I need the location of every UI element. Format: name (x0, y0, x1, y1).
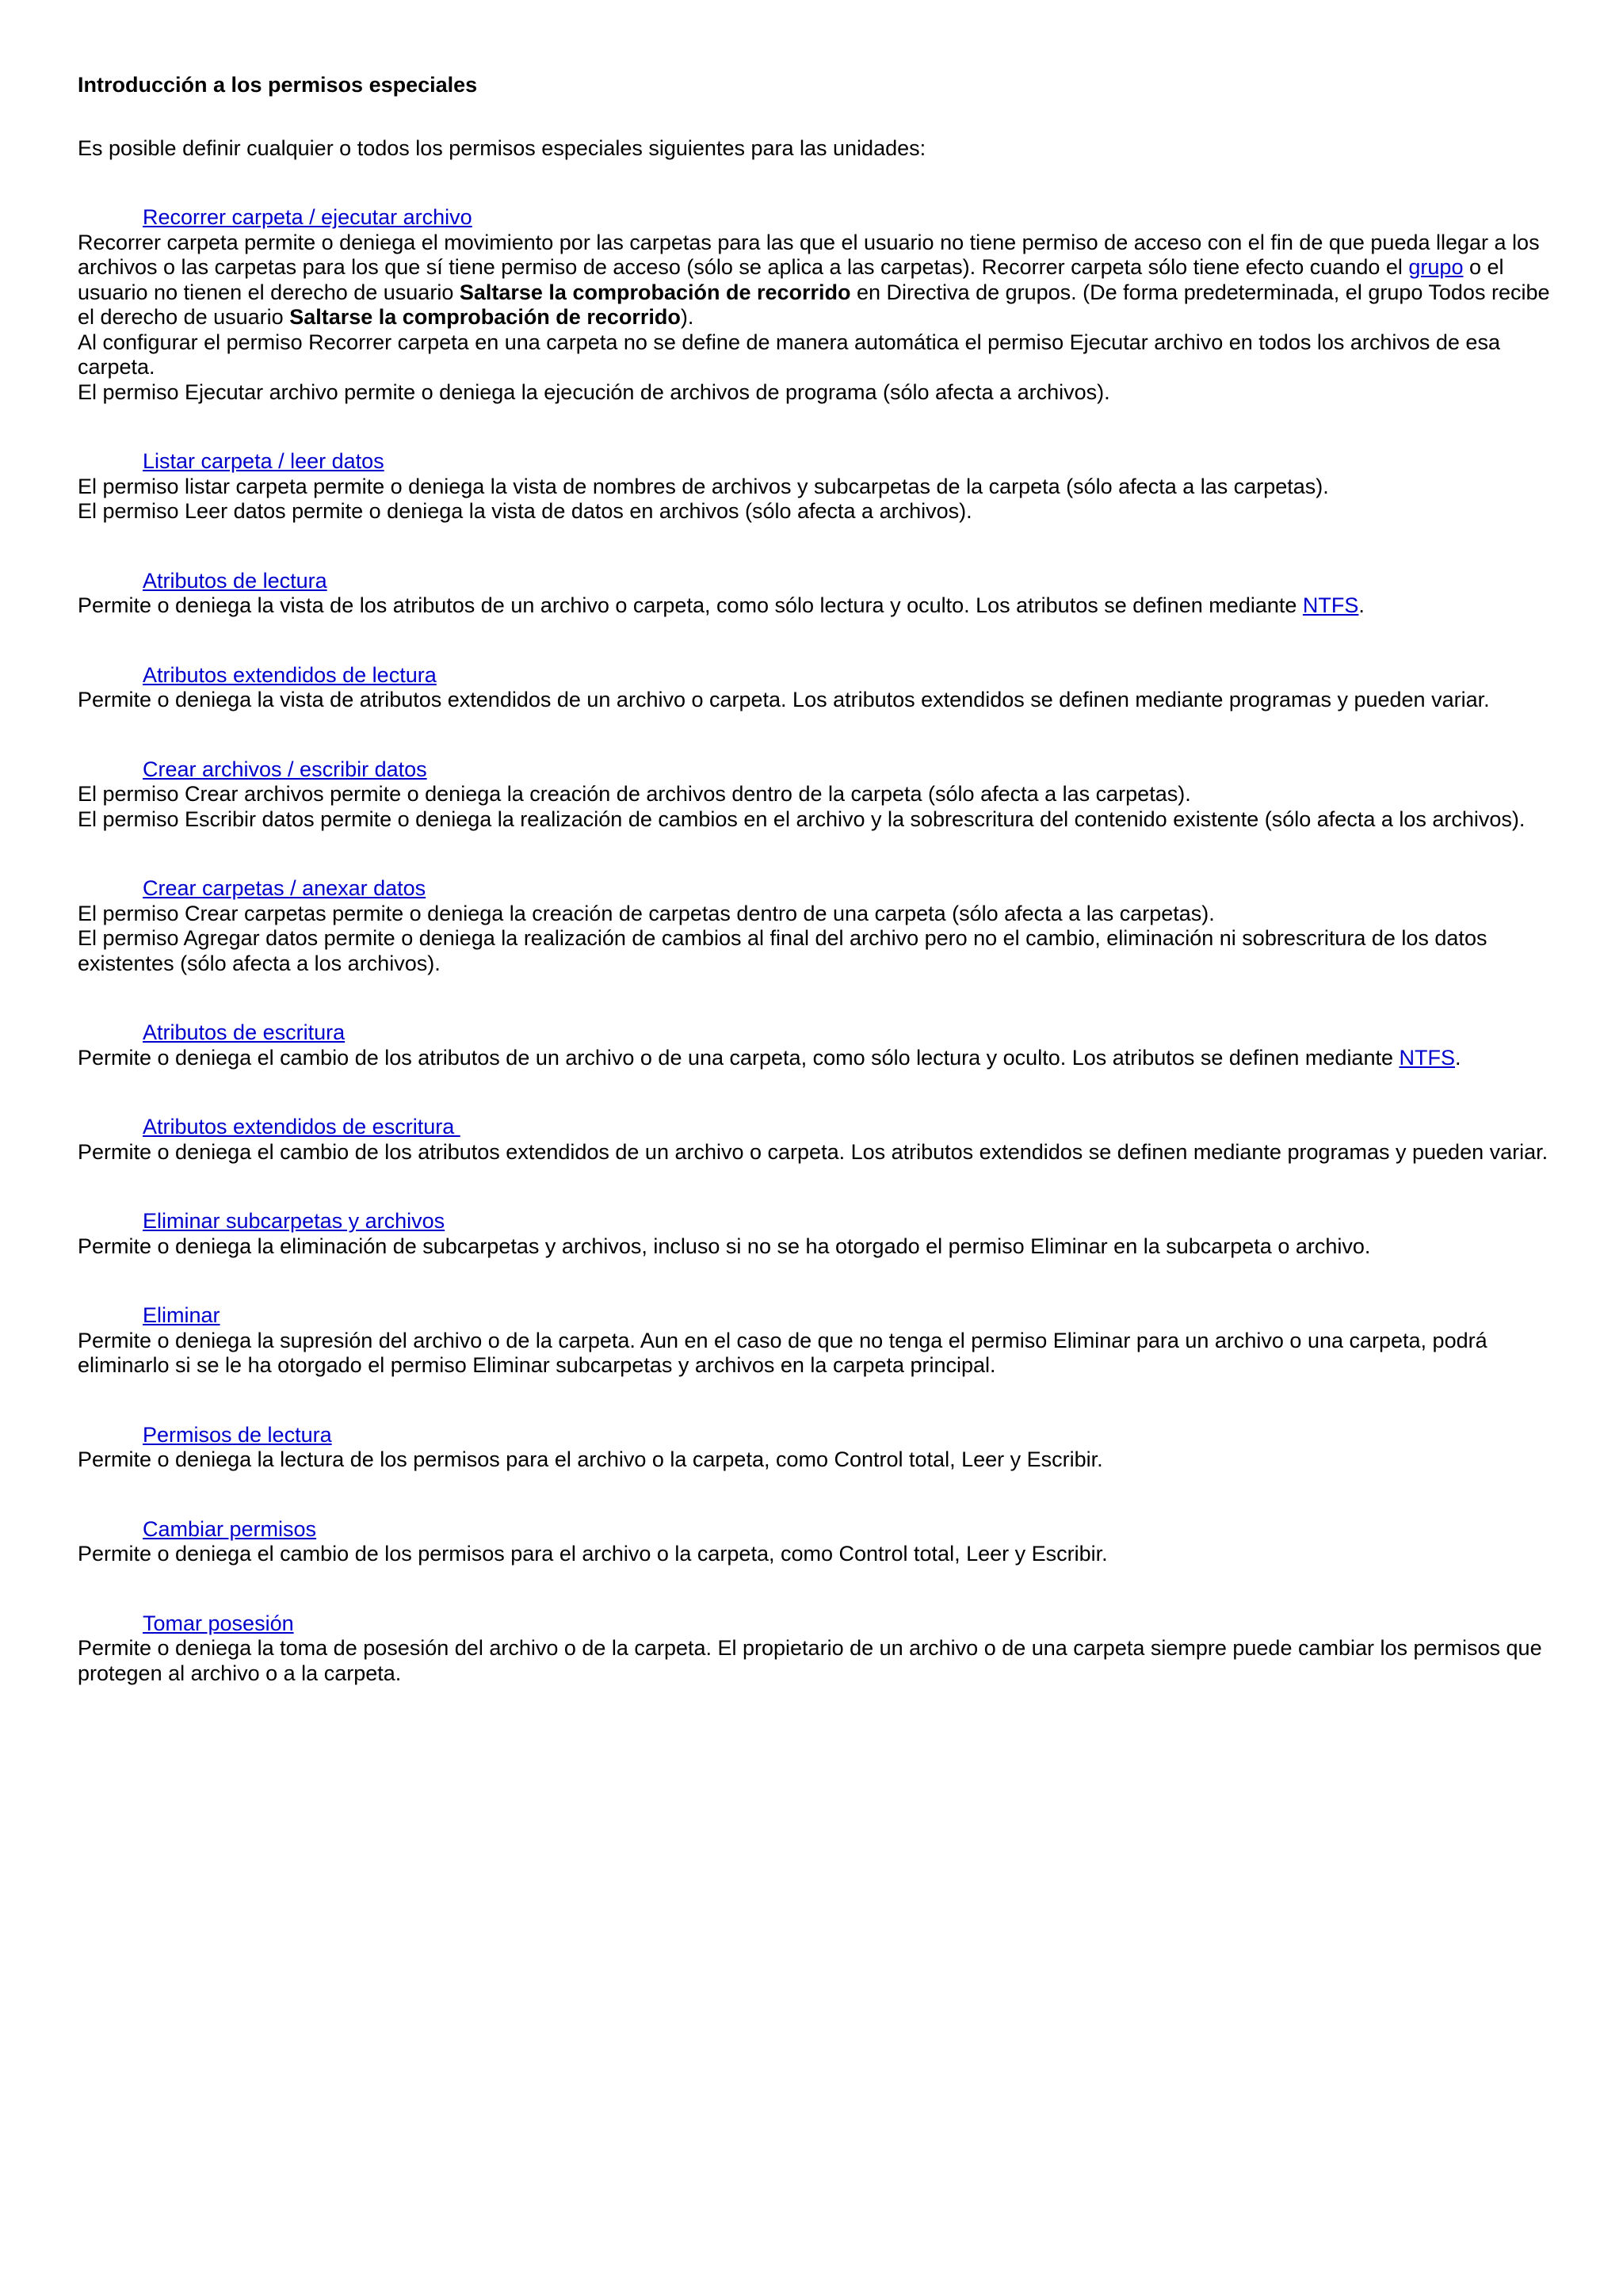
link-tomar-posesion[interactable]: Tomar posesión (143, 1611, 294, 1635)
section-paragraph: El permiso Ejecutar archivo permite o deniega la ejecución de archivos de programa (sólo afecta a archivos). (78, 379, 1110, 404)
section-paragraph: Permite o deniega la eliminación de subcarpetas y archivos, incluso si no se ha otorgado el permiso Eliminar en la subcarpeta o archivo. (78, 1234, 1371, 1258)
section-paragraph: Al configurar el permiso Recorrer carpeta en una carpeta no se define de manera automática el permiso Ejecutar archivo en todos los archivos de esa carpeta. (78, 330, 1500, 379)
section-paragraph: El permiso Escribir datos permite o deniega la realización de cambios en el archivo y la sobrescritura del contenido existente (sólo afecta a los archivos). (78, 807, 1526, 831)
section-eliminar-subcarpetas (78, 1209, 1552, 1259)
link-recorrer-carpeta[interactable]: Recorrer carpeta / ejecutar archivo (143, 205, 472, 229)
section-recorrer-carpeta (78, 205, 1552, 405)
link-permisos-lectura[interactable]: Permisos de lectura (143, 1422, 332, 1447)
section-cambiar-permisos (78, 1517, 1552, 1567)
section-paragraph: El permiso Crear archivos permite o deniega la creación de archivos dentro de la carpeta (sólo afecta a las carpetas). (78, 782, 1191, 806)
link-atributos-escritura[interactable]: Atributos de escritura (143, 1020, 346, 1044)
link-eliminar[interactable]: Eliminar (143, 1303, 220, 1327)
link-ntfs[interactable]: NTFS (1399, 1045, 1455, 1070)
page-title: Introducción a los permisos especiales (78, 73, 478, 97)
section-crear-archivos (78, 757, 1552, 833)
bold-term: Saltarse la comprobación de recorrido (459, 280, 851, 304)
section-paragraph: Permite o deniega la supresión del archivo o de la carpeta. Aun en el caso de que no tenga el permiso Eliminar para un archivo o una carpeta, podrá eliminarlo si se le ha otorgado el permiso Eliminar subcarpetas y archivos en la carpeta principal. (78, 1328, 1487, 1377)
section-paragraph: Permite o deniega el cambio de los permisos para el archivo o la carpeta, como Control total, Leer y Escribir. (78, 1542, 1108, 1566)
section-paragraph: El permiso listar carpeta permite o deniega la vista de nombres de archivos y subcarpetas de la carpeta (sólo afecta a las carpetas). (78, 474, 1329, 498)
link-grupo[interactable]: grupo (1408, 255, 1464, 279)
section-paragraph: El permiso Agregar datos permite o deniega la realización de cambios al final del archivo pero no el cambio, eliminación ni sobrescritura de los datos existentes (sólo afecta a los archivos). (78, 926, 1487, 975)
section-paragraph: Permite o deniega el cambio de los atributos de un archivo o de una carpeta, como sólo lectura y oculto. Los atributos se definen mediante NTFS. (78, 1045, 1461, 1070)
section-atributos-extendidos-escritura (78, 1115, 1552, 1165)
section-crear-carpetas (78, 876, 1552, 976)
link-crear-carpetas[interactable]: Crear carpetas / anexar datos (143, 876, 426, 900)
intro-paragraph: Es posible definir cualquier o todos los permisos especiales siguientes para las unidades: (78, 135, 926, 160)
link-ntfs[interactable]: NTFS (1302, 593, 1359, 617)
section-tomar-posesion (78, 1611, 1552, 1687)
section-atributos-lectura (78, 569, 1552, 619)
link-cambiar-permisos[interactable]: Cambiar permisos (143, 1516, 317, 1541)
section-paragraph: El permiso Crear carpetas permite o deniega la creación de carpetas dentro de una carpeta (sólo afecta a las carpetas). (78, 901, 1215, 925)
link-crear-archivos[interactable]: Crear archivos / escribir datos (143, 757, 427, 781)
section-paragraph: Recorrer carpeta permite o deniega el movimiento por las carpetas para las que el usuario no tiene permiso de acceso con el fin de que pueda llegar a los archivos o las carpetas para los que sí tiene permiso de acceso (sólo se aplica a las carpetas). Recorrer carpeta sólo tiene efecto cuando el grupo o el usuario no tienen el derecho de usuario Saltarse la comprobación de recorrido en Directiva de grupos. (De forma predeterminada, el grupo Todos recibe el derecho de usuario Saltarse la comprobación de recorrido). (78, 230, 1550, 329)
section-paragraph: Permite o deniega la lectura de los permisos para el archivo o la carpeta, como Control total, Leer y Escribir. (78, 1447, 1103, 1471)
section-paragraph: Permite o deniega la vista de atributos extendidos de un archivo o carpeta. Los atributos extendidos se definen mediante programas y pueden variar. (78, 688, 1490, 711)
link-atributos-extendidos-lectura[interactable]: Atributos extendidos de lectura (143, 662, 437, 687)
section-paragraph: Permite o deniega la vista de los atributos de un archivo o carpeta, como sólo lectura y oculto. Los atributos se definen mediante NTFS. (78, 593, 1365, 617)
section-paragraph: Permite o deniega el cambio de los atributos extendidos de un archivo o carpeta. Los atributos extendidos se definen mediante programas y pueden variar. (78, 1139, 1549, 1164)
section-paragraph: El permiso Leer datos permite o deniega la vista de datos en archivos (sólo afecta a archivos). (78, 499, 972, 523)
section-paragraph: Permite o deniega la toma de posesión del archivo o de la carpeta. El propietario de un archivo o de una carpeta siempre puede cambiar los permisos que protegen al archivo o a la carpeta. (78, 1636, 1542, 1685)
link-atributos-lectura[interactable]: Atributos de lectura (143, 568, 327, 593)
link-listar-carpeta[interactable]: Listar carpeta / leer datos (143, 449, 384, 473)
document-page (78, 73, 1552, 1730)
section-listar-carpeta (78, 449, 1552, 524)
link-atributos-extendidos-escritura[interactable]: Atributos extendidos de escritura (143, 1115, 460, 1138)
section-eliminar (78, 1303, 1552, 1379)
section-atributos-escritura (78, 1020, 1552, 1070)
link-eliminar-subcarpetas[interactable]: Eliminar subcarpetas y archivos (143, 1209, 445, 1233)
section-permisos-lectura (78, 1423, 1552, 1473)
section-atributos-extendidos-lectura (78, 663, 1552, 713)
bold-term: Saltarse la comprobación de recorrido (289, 305, 681, 329)
